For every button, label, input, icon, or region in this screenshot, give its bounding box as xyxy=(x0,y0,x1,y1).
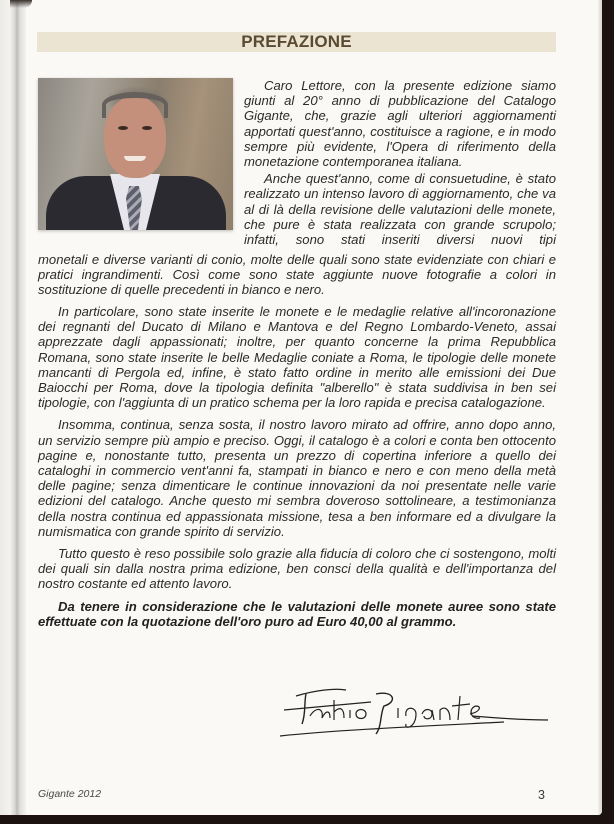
paragraph-intro: Caro Lettore, con la presente edizione siamo giunti al 20° anno di pubblicazione del Catalogo Gigante, che, grazie agli ulteriori aggiornamenti apportati quest'anno, costituisce a ragione, e in modo sempre più evidente, l'Opera di riferimento della monetazione contemporanea italiana. xyxy=(244,78,556,170)
publication-footer: Gigante 2012 xyxy=(38,788,102,800)
gold-price-note: Da tenere in considerazione che le valutazioni delle monete auree sono state effettuate con la quotazione dell'oro puro ad Euro 40,00 al grammo. xyxy=(38,598,556,629)
book-binding-shadow xyxy=(10,0,32,8)
paragraph-additions: In particolare, sono state inserite le monete e le medaglie relative all'incoronazione dei regnanti del Ducato di Milano e Mantova e del Regno Lombardo-Veneto, assai apprezzate dagli appassionati; inoltre, per quanto concerne la prima Repubblica Romana, sono state inserite le belle Medaglie coniate a Roma, le tipologie delle monete mancanti di Pergola ed, infine, è stato fatto ordine in merito alle emissioni dei Due Baiocchi per Roma, dove la tipologia definita "alberello" è stata suddivisa in ben sei tipologie, con l'aggiunta di un pratico schema per la loro rapida e precisa catalogazione. xyxy=(38,304,556,411)
body-text-block xyxy=(38,304,556,629)
photo-mouth xyxy=(124,156,146,161)
photo-hair xyxy=(102,92,168,118)
paragraph-service: Insomma, continua, senza sosta, il nostro lavoro mirato ad offrire, anno dopo anno, un servizio sempre più ampio e preciso. Oggi, il catalogo è a colori e conta ben ottocento pagine e, nonostante tutto, presenta un prezzo di copertina inferiore a quello dei cataloghi in commercio vent'anni fa, stampati in bianco e nero e con meno della metà delle pagine; senza dimenticare le continue innovazioni da noi presentate nelle varie edizioni del catalogo. Anche questo mi sembra doveroso sottolineare, a testimonianza della nostra continua ed appassionata missione, tesa a ben informare ed a divulgare la numismatica con grande spirito di servizio. xyxy=(38,417,556,539)
photo-eye-left xyxy=(118,126,128,130)
paragraph-thanks: Tutto questo è reso possibile solo grazie alla fiducia di coloro che ci sostengono, molti dei quali sin dalla nostra prima edizione, ben consci della qualità e dell'importanza del nostro costante ed attento lavoro. xyxy=(38,546,556,592)
page-number: 3 xyxy=(538,788,545,802)
intro-text-block xyxy=(244,78,556,247)
author-photo xyxy=(38,78,233,230)
book-gutter xyxy=(0,0,26,815)
section-title-bar xyxy=(37,32,556,52)
paragraph-update: Anche quest'anno, come di consuetudine, è stato realizzato un intenso lavoro di aggiornamento, che va al di là della revisione delle valutazioni delle monete, che pure è stata realizzata con grande scrupolo; infatti, sono stati inseriti diversi nuovi tipi xyxy=(244,171,556,248)
photo-eye-right xyxy=(142,126,152,130)
continuation-text-block xyxy=(38,252,556,298)
author-signature xyxy=(276,680,556,740)
section-title: PREFAZIONE xyxy=(241,32,352,51)
paragraph-update-continued: monetali e diverse varianti di conio, molte delle quali sono state evidenziate con chiari e pratici ingrandimenti. Così come sono state aggiunte nuove fotografie a colori in sostituzione di quelle precedenti in bianco e nero. xyxy=(38,252,556,298)
